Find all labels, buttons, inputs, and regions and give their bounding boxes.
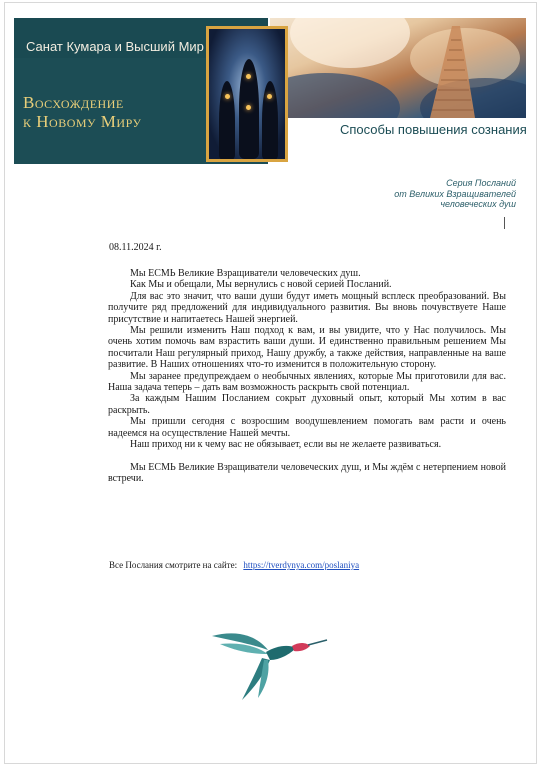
- paragraph: Для вас это значит, что ваши души будут иметь мощный всплеск преобразований. Вы получите ряд предложений для индивидуального развития. Вы вновь почувствуете Наше присутствие и напитаетесь Нашей энергией.: [108, 290, 506, 325]
- paragraph: Мы решили изменить Наш подход к вам, и вы увидите, что у Нас получилось. Мы очень хотим помочь вам взрастить ваши души. И единственно правильным решением Мы посчитали Наш регулярный приход, Нашу дружбу, а также действия, направленные на ваше развитие. В Наших отношениях что-то изменится в положительную сторону.: [108, 325, 506, 371]
- banner-portrait-image: [206, 26, 288, 162]
- paragraph: Мы заранее предупреждаем о необычных явлениях, которые Мы приготовили для вас. Наша задача теперь – дать вам возможность раскрыть свой потенциал.: [108, 370, 506, 394]
- header-banner: [14, 18, 526, 164]
- paragraph: Мы ЕСМЬ Великие Взращиватели человеческих душ.: [130, 268, 361, 279]
- paragraph: Мы пришли сегодня с возросшим воодушевлением помогать вам расти и очень надеемся на осуществление Нашей мечты.: [108, 416, 506, 439]
- site-link[interactable]: https://tverdynya.com/poslaniya: [243, 560, 360, 570]
- paragraph: Наш приход ни к чему вас не обязывает, если вы не желаете развиваться.: [130, 439, 442, 451]
- banner-subtitle: Способы повышения сознания: [340, 122, 527, 137]
- paragraph: За каждым Нашим Посланием сокрыт духовный опыт, который Мы хотим в вас раскрыть.: [108, 393, 506, 416]
- closing-paragraph: Мы ЕСМЬ Великие Взращиватели человеческих душ, и Мы ждём с нетерпением новой встречи.: [108, 461, 506, 485]
- staircase-illustration: [390, 26, 510, 118]
- letter-body: [108, 268, 506, 485]
- series-line3: человеческих душ: [440, 199, 516, 209]
- banner-big-title-line1: Восхождение: [23, 93, 124, 112]
- paragraph: Как Мы и обещали, Мы вернулись с новой серией Посланий.: [130, 279, 392, 291]
- footer-link-line: [109, 560, 359, 570]
- series-line2: от Великих Взращивателей: [394, 188, 516, 199]
- banner-big-title-line2: к Новому Миру: [23, 112, 142, 131]
- series-line1: Серия Посланий: [446, 178, 516, 188]
- letter-date: 08.11.2024 г.: [109, 242, 162, 253]
- footer-prompt: Все Послания смотрите на сайте:: [109, 560, 238, 570]
- text-cursor-mark: [504, 217, 505, 229]
- banner-big-title: [23, 93, 173, 131]
- banner-small-title: Санат Кумара и Высший Мир: [26, 39, 204, 54]
- banner-sky-image: [270, 18, 526, 118]
- series-caption: [316, 178, 516, 210]
- hummingbird-logo-icon: [210, 624, 328, 704]
